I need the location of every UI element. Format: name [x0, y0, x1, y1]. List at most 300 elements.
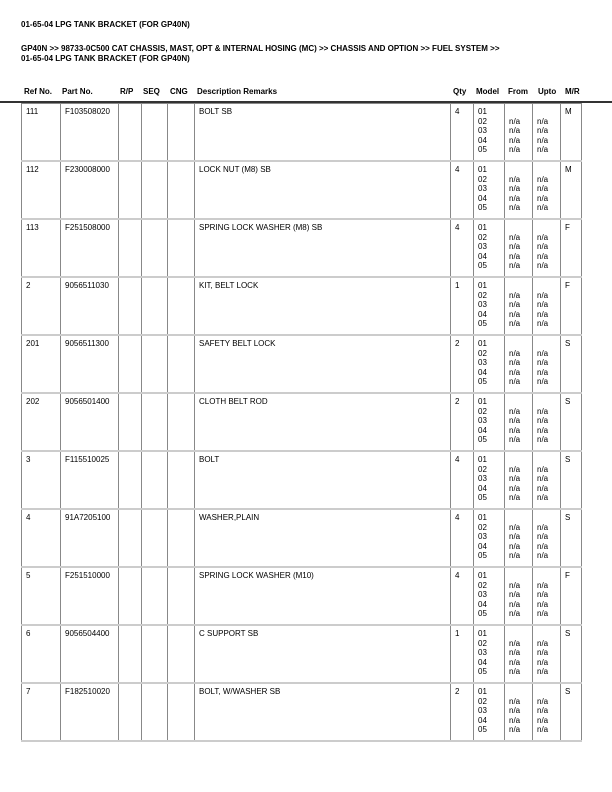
from-cell-line: n/a: [509, 309, 521, 319]
upto-cell-line: n/a: [537, 135, 549, 145]
from-cell-line: n/a: [509, 541, 521, 551]
cng-cell: [168, 567, 195, 625]
upto-cell-line: n/a: [537, 522, 549, 532]
cng-cell: [168, 451, 195, 509]
model-cell-line: 03: [478, 184, 487, 193]
rp-cell: [119, 451, 142, 509]
cng-cell: [168, 104, 195, 162]
upto-cell-line: [537, 339, 557, 349]
model-cell-line: 02: [478, 638, 487, 648]
table-row: [22, 509, 582, 567]
model-cell-line: 02: [478, 580, 487, 590]
model-cell-line: 01: [478, 339, 487, 348]
upto-cell-line: n/a: [537, 145, 549, 154]
from-cell-line: n/a: [509, 715, 521, 725]
upto-cell-line: n/a: [537, 590, 549, 599]
ref-no-cell: 5: [22, 567, 61, 625]
mr-cell: F: [561, 277, 582, 335]
header-seq: SEQ: [143, 87, 160, 96]
upto-cell-line: n/a: [537, 416, 549, 425]
qty-cell: 1: [451, 277, 474, 335]
model-cell-line: 01: [478, 223, 487, 232]
model-cell-line: 02: [478, 464, 487, 474]
model-cell: [474, 219, 505, 277]
model-cell-line: 03: [478, 532, 487, 541]
from-cell-line: [509, 107, 529, 117]
seq-cell: [142, 219, 168, 277]
model-cell-line: 03: [478, 242, 487, 251]
qty-cell: 4: [451, 451, 474, 509]
from-cell-line: n/a: [509, 242, 521, 251]
header-rp: R/P: [120, 87, 134, 96]
from-cell: [505, 393, 533, 451]
ref-no-cell: 111: [22, 104, 61, 162]
upto-cell-line: [537, 107, 557, 117]
qty-cell: 4: [451, 509, 474, 567]
model-cell-line: 05: [478, 261, 487, 270]
upto-cell-line: [537, 571, 557, 581]
from-cell-line: n/a: [509, 532, 521, 541]
upto-cell-line: n/a: [537, 319, 549, 328]
table-row: [22, 683, 582, 741]
header-ref-no: Ref No.: [24, 87, 52, 96]
qty-cell: 4: [451, 161, 474, 219]
description-cell: SPRING LOCK WASHER (M8) SB: [195, 219, 451, 277]
ref-no-cell: 202: [22, 393, 61, 451]
upto-cell: [533, 509, 561, 567]
from-cell-line: n/a: [509, 667, 521, 676]
model-cell-line: 05: [478, 319, 487, 328]
seq-cell: [142, 161, 168, 219]
upto-cell: [533, 161, 561, 219]
header-cng: CNG: [170, 87, 188, 96]
ref-no-cell: 112: [22, 161, 61, 219]
ref-no-cell: 113: [22, 219, 61, 277]
qty-cell: 2: [451, 683, 474, 741]
seq-cell: [142, 625, 168, 683]
upto-cell-line: [537, 513, 557, 523]
rp-cell: [119, 625, 142, 683]
from-cell-line: n/a: [509, 135, 521, 145]
mr-cell: S: [561, 335, 582, 393]
model-cell-line: 01: [478, 397, 487, 406]
model-cell-line: 02: [478, 116, 487, 126]
description-cell: SAFETY BELT LOCK: [195, 335, 451, 393]
from-cell-line: n/a: [509, 184, 521, 193]
qty-cell: 2: [451, 335, 474, 393]
upto-cell-line: [537, 223, 557, 233]
upto-cell-line: [537, 687, 557, 697]
rp-cell: [119, 161, 142, 219]
upto-cell-line: n/a: [537, 532, 549, 541]
upto-cell-line: n/a: [537, 290, 549, 300]
from-cell: [505, 509, 533, 567]
from-cell-line: n/a: [509, 193, 521, 203]
breadcrumb: [21, 44, 601, 64]
upto-cell-line: n/a: [537, 358, 549, 367]
rp-cell: [119, 335, 142, 393]
model-cell: [474, 277, 505, 335]
header-description: Description Remarks: [197, 87, 278, 96]
seq-cell: [142, 567, 168, 625]
table-row: [22, 161, 582, 219]
from-cell-line: n/a: [509, 232, 521, 242]
from-cell-line: n/a: [509, 300, 521, 309]
from-cell-line: n/a: [509, 551, 521, 560]
from-cell-line: n/a: [509, 174, 521, 184]
from-cell-line: n/a: [509, 590, 521, 599]
part-no-cell: 9056501400: [61, 393, 119, 451]
table-row: [22, 219, 582, 277]
upto-cell-line: n/a: [537, 638, 549, 648]
model-cell-line: 05: [478, 377, 487, 386]
upto-cell-line: n/a: [537, 474, 549, 483]
upto-cell-line: n/a: [537, 425, 549, 435]
model-cell-line: 01: [478, 513, 487, 522]
from-cell-line: n/a: [509, 648, 521, 657]
description-cell: KIT, BELT LOCK: [195, 277, 451, 335]
upto-cell-line: n/a: [537, 232, 549, 242]
header-upto: Upto: [538, 87, 557, 96]
part-no-cell: F251510000: [61, 567, 119, 625]
upto-cell-line: [537, 397, 557, 407]
model-cell-line: 03: [478, 126, 487, 135]
from-cell: [505, 683, 533, 741]
upto-cell: [533, 277, 561, 335]
qty-cell: 2: [451, 393, 474, 451]
upto-cell-line: n/a: [537, 464, 549, 474]
upto-cell-line: n/a: [537, 657, 549, 667]
upto-cell: [533, 393, 561, 451]
seq-cell: [142, 104, 168, 162]
from-cell-line: n/a: [509, 290, 521, 300]
rp-cell: [119, 219, 142, 277]
ref-no-cell: 3: [22, 451, 61, 509]
model-cell-line: 01: [478, 687, 487, 696]
model-cell: [474, 683, 505, 741]
upto-cell-line: n/a: [537, 725, 549, 734]
model-cell-line: 02: [478, 232, 487, 242]
upto-cell-line: n/a: [537, 435, 549, 444]
from-cell-line: [509, 281, 529, 291]
table-row: [22, 335, 582, 393]
from-cell-line: [509, 571, 529, 581]
model-cell: [474, 509, 505, 567]
part-no-cell: F103508020: [61, 104, 119, 162]
model-cell-line: 03: [478, 590, 487, 599]
from-cell: [505, 625, 533, 683]
upto-cell-line: n/a: [537, 715, 549, 725]
from-cell-line: [509, 339, 529, 349]
model-cell-line: 05: [478, 667, 487, 676]
from-cell-line: n/a: [509, 251, 521, 261]
mr-cell: S: [561, 393, 582, 451]
upto-cell-line: n/a: [537, 309, 549, 319]
from-cell-line: [509, 455, 529, 465]
rp-cell: [119, 683, 142, 741]
model-cell-line: 04: [478, 425, 487, 435]
upto-cell: [533, 683, 561, 741]
upto-cell-line: n/a: [537, 242, 549, 251]
rp-cell: [119, 509, 142, 567]
ref-no-cell: 2: [22, 277, 61, 335]
table-row: [22, 277, 582, 335]
model-cell-line: 05: [478, 203, 487, 212]
from-cell-line: n/a: [509, 406, 521, 416]
upto-cell-line: n/a: [537, 116, 549, 126]
model-cell-line: 04: [478, 251, 487, 261]
part-no-cell: 91A7205100: [61, 509, 119, 567]
from-cell-line: n/a: [509, 522, 521, 532]
model-cell: [474, 393, 505, 451]
upto-cell: [533, 219, 561, 277]
model-cell-line: 04: [478, 657, 487, 667]
model-cell-line: 05: [478, 145, 487, 154]
upto-cell-line: n/a: [537, 599, 549, 609]
upto-cell-line: n/a: [537, 184, 549, 193]
model-cell-line: 03: [478, 706, 487, 715]
qty-cell: 4: [451, 219, 474, 277]
model-cell-line: 03: [478, 300, 487, 309]
upto-cell-line: n/a: [537, 193, 549, 203]
upto-cell-line: n/a: [537, 580, 549, 590]
upto-cell: [533, 567, 561, 625]
description-cell: LOCK NUT (M8) SB: [195, 161, 451, 219]
model-cell-line: 04: [478, 309, 487, 319]
upto-cell-line: n/a: [537, 551, 549, 560]
seq-cell: [142, 393, 168, 451]
ref-no-cell: 201: [22, 335, 61, 393]
qty-cell: 4: [451, 567, 474, 625]
mr-cell: S: [561, 509, 582, 567]
model-cell-line: 03: [478, 474, 487, 483]
from-cell-line: [509, 629, 529, 639]
from-cell-line: n/a: [509, 725, 521, 734]
from-cell-line: n/a: [509, 464, 521, 474]
breadcrumb-line-2: 01-65-04 LPG TANK BRACKET (FOR GP40N): [21, 54, 190, 63]
model-cell-line: 05: [478, 725, 487, 734]
from-cell-line: n/a: [509, 696, 521, 706]
upto-cell-line: [537, 165, 557, 175]
model-cell-line: 01: [478, 571, 487, 580]
from-cell-line: n/a: [509, 116, 521, 126]
mr-cell: F: [561, 567, 582, 625]
model-cell-line: 05: [478, 551, 487, 560]
from-cell: [505, 104, 533, 162]
model-cell-line: 04: [478, 483, 487, 493]
model-cell: [474, 451, 505, 509]
model-cell-line: 02: [478, 406, 487, 416]
seq-cell: [142, 683, 168, 741]
upto-cell-line: n/a: [537, 493, 549, 502]
table-row: [22, 567, 582, 625]
ref-no-cell: 4: [22, 509, 61, 567]
model-cell: [474, 104, 505, 162]
model-cell-line: 01: [478, 107, 487, 116]
part-no-cell: F182510020: [61, 683, 119, 741]
part-no-cell: 9056511300: [61, 335, 119, 393]
model-cell-line: 05: [478, 493, 487, 502]
upto-cell-line: [537, 281, 557, 291]
rp-cell: [119, 104, 142, 162]
model-cell-line: 03: [478, 648, 487, 657]
seq-cell: [142, 335, 168, 393]
model-cell-line: 02: [478, 174, 487, 184]
from-cell-line: [509, 513, 529, 523]
cng-cell: [168, 625, 195, 683]
upto-cell-line: n/a: [537, 126, 549, 135]
upto-cell-line: n/a: [537, 696, 549, 706]
model-cell-line: 02: [478, 290, 487, 300]
qty-cell: 1: [451, 625, 474, 683]
description-cell: SPRING LOCK WASHER (M10): [195, 567, 451, 625]
from-cell-line: n/a: [509, 638, 521, 648]
table-row: [22, 451, 582, 509]
description-cell: BOLT, W/WASHER SB: [195, 683, 451, 741]
from-cell-line: n/a: [509, 261, 521, 270]
upto-cell-line: n/a: [537, 648, 549, 657]
mr-cell: S: [561, 683, 582, 741]
model-cell-line: 04: [478, 367, 487, 377]
from-cell: [505, 567, 533, 625]
cng-cell: [168, 161, 195, 219]
header-model: Model: [476, 87, 500, 96]
from-cell: [505, 219, 533, 277]
model-cell-line: 03: [478, 416, 487, 425]
from-cell-line: n/a: [509, 126, 521, 135]
table-row: [22, 625, 582, 683]
upto-cell: [533, 104, 561, 162]
description-cell: WASHER,PLAIN: [195, 509, 451, 567]
from-cell-line: n/a: [509, 435, 521, 444]
seq-cell: [142, 277, 168, 335]
mr-cell: S: [561, 451, 582, 509]
cng-cell: [168, 277, 195, 335]
model-cell-line: 01: [478, 281, 487, 290]
parts-table: [21, 103, 582, 742]
upto-cell-line: n/a: [537, 261, 549, 270]
upto-cell-line: n/a: [537, 300, 549, 309]
part-no-cell: F251508000: [61, 219, 119, 277]
model-cell-line: 02: [478, 348, 487, 358]
upto-cell-line: n/a: [537, 251, 549, 261]
upto-cell-line: [537, 629, 557, 639]
from-cell-line: [509, 165, 529, 175]
model-cell: [474, 625, 505, 683]
from-cell: [505, 335, 533, 393]
upto-cell-line: n/a: [537, 706, 549, 715]
breadcrumb-line-1: GP40N >> 98733-0C500 CAT CHASSIS, MAST, OPT & INTERNAL HOSING (MC) >> CHASSIS AND OPTION >> FUEL SYSTEM >>: [21, 44, 500, 53]
model-cell-line: 05: [478, 435, 487, 444]
from-cell-line: n/a: [509, 358, 521, 367]
from-cell-line: n/a: [509, 348, 521, 358]
ref-no-cell: 7: [22, 683, 61, 741]
model-cell-line: 04: [478, 135, 487, 145]
from-cell-line: n/a: [509, 483, 521, 493]
cng-cell: [168, 219, 195, 277]
page-title: 01-65-04 LPG TANK BRACKET (FOR GP40N): [21, 20, 190, 29]
upto-cell-line: n/a: [537, 667, 549, 676]
model-cell-line: 04: [478, 715, 487, 725]
model-cell-line: 04: [478, 193, 487, 203]
mr-cell: S: [561, 625, 582, 683]
model-cell-line: 02: [478, 522, 487, 532]
mr-cell: M: [561, 104, 582, 162]
upto-cell-line: n/a: [537, 174, 549, 184]
from-cell-line: [509, 223, 529, 233]
from-cell-line: n/a: [509, 377, 521, 386]
from-cell-line: n/a: [509, 609, 521, 618]
description-cell: BOLT SB: [195, 104, 451, 162]
seq-cell: [142, 451, 168, 509]
from-cell-line: n/a: [509, 416, 521, 425]
model-cell: [474, 567, 505, 625]
model-cell-line: 02: [478, 696, 487, 706]
from-cell-line: n/a: [509, 580, 521, 590]
model-cell-line: 01: [478, 165, 487, 174]
upto-cell: [533, 625, 561, 683]
from-cell-line: n/a: [509, 474, 521, 483]
model-cell-line: 03: [478, 358, 487, 367]
mr-cell: F: [561, 219, 582, 277]
cng-cell: [168, 683, 195, 741]
table-row: [22, 393, 582, 451]
upto-cell-line: n/a: [537, 348, 549, 358]
model-cell-line: 05: [478, 609, 487, 618]
part-no-cell: F115510025: [61, 451, 119, 509]
from-cell-line: n/a: [509, 493, 521, 502]
upto-cell-line: n/a: [537, 406, 549, 416]
header-part-no: Part No.: [62, 87, 93, 96]
upto-cell-line: [537, 455, 557, 465]
from-cell-line: n/a: [509, 657, 521, 667]
qty-cell: 4: [451, 104, 474, 162]
from-cell-line: n/a: [509, 425, 521, 435]
model-cell-line: 04: [478, 541, 487, 551]
upto-cell: [533, 335, 561, 393]
model-cell-line: 01: [478, 455, 487, 464]
cng-cell: [168, 509, 195, 567]
from-cell: [505, 451, 533, 509]
description-cell: C SUPPORT SB: [195, 625, 451, 683]
header-mr: M/R: [565, 87, 580, 96]
model-cell: [474, 335, 505, 393]
cng-cell: [168, 393, 195, 451]
upto-cell-line: n/a: [537, 541, 549, 551]
model-cell: [474, 161, 505, 219]
mr-cell: M: [561, 161, 582, 219]
model-cell-line: 01: [478, 629, 487, 638]
from-cell-line: n/a: [509, 367, 521, 377]
upto-cell-line: n/a: [537, 483, 549, 493]
from-cell-line: n/a: [509, 319, 521, 328]
header-qty: Qty: [453, 87, 467, 96]
from-cell-line: [509, 687, 529, 697]
description-cell: CLOTH BELT ROD: [195, 393, 451, 451]
cng-cell: [168, 335, 195, 393]
seq-cell: [142, 509, 168, 567]
upto-cell-line: n/a: [537, 203, 549, 212]
table-row: [22, 104, 582, 162]
model-cell-line: 04: [478, 599, 487, 609]
upto-cell-line: n/a: [537, 609, 549, 618]
upto-cell-line: n/a: [537, 377, 549, 386]
part-no-cell: F230008000: [61, 161, 119, 219]
upto-cell: [533, 451, 561, 509]
header-from: From: [508, 87, 528, 96]
from-cell: [505, 277, 533, 335]
from-cell: [505, 161, 533, 219]
